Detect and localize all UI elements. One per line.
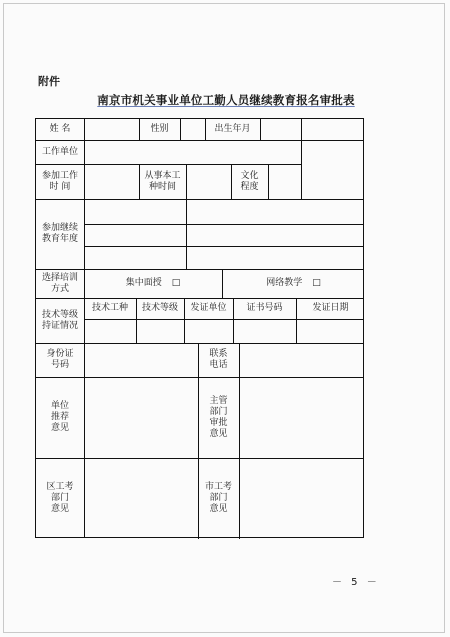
label-birth-date: 出生年月 — [214, 124, 251, 134]
label-study-year: 参加继续 教育年度 — [41, 223, 78, 244]
label-city-exam-office: 市工考 部门 意见 — [204, 482, 232, 514]
col-line — [268, 164, 269, 199]
label-phone: 联系 电话 — [209, 349, 228, 370]
label-id-number: 身份证 号码 — [46, 349, 74, 370]
option-online[interactable] — [222, 269, 365, 298]
row-line — [84, 224, 363, 225]
row-line — [84, 246, 363, 247]
col-line — [180, 119, 181, 140]
option-onsite[interactable] — [84, 269, 222, 298]
col-line — [186, 164, 187, 199]
label-unit-recommendation: 单位 推荐 意见 — [50, 401, 69, 433]
header-issuer: 发证单位 — [190, 303, 227, 313]
online-checkbox[interactable]: □ — [312, 278, 321, 288]
col-line — [301, 119, 302, 199]
onsite-checkbox[interactable]: □ — [171, 278, 181, 288]
label-supervisor-approval: 主管 部门 审批 意见 — [209, 395, 228, 439]
col-line — [260, 119, 261, 140]
option-onsite-label: 集中面授 — [125, 278, 162, 288]
label-join-time: 参加工作 时 间 — [41, 170, 78, 192]
header-cert-number: 证书号码 — [246, 303, 283, 313]
col-line — [84, 119, 85, 537]
option-online-label: 网络教学 — [266, 278, 303, 288]
col-line — [239, 343, 240, 539]
header-skill-level: 技术等级 — [141, 303, 178, 313]
label-work-unit: 工作单位 — [41, 146, 78, 157]
row-line — [36, 140, 363, 141]
registration-form-table — [35, 118, 364, 538]
label-training-method: 选择培训 方式 — [41, 272, 78, 294]
attachment-label: 附件 — [38, 75, 60, 88]
page-number: － 5 － — [332, 577, 380, 588]
row-line — [84, 319, 363, 320]
label-skill-certificate: 技术等级 持证情况 — [41, 309, 78, 331]
label-gender: 性别 — [150, 124, 169, 134]
label-education: 文化 程度 — [240, 170, 259, 192]
row-line — [36, 199, 363, 200]
col-line — [186, 199, 187, 269]
header-skill-type: 技术工种 — [91, 303, 128, 313]
label-district-exam-office: 区工考 部门 意见 — [46, 482, 74, 514]
form-title: 南京市机关事业单位工勤人员继续教育报名审批表 — [97, 93, 355, 107]
label-name: 姓 名 — [49, 124, 71, 134]
label-current-job-time: 从事本工 种时间 — [144, 170, 181, 192]
header-issue-date: 发证日期 — [312, 303, 349, 313]
